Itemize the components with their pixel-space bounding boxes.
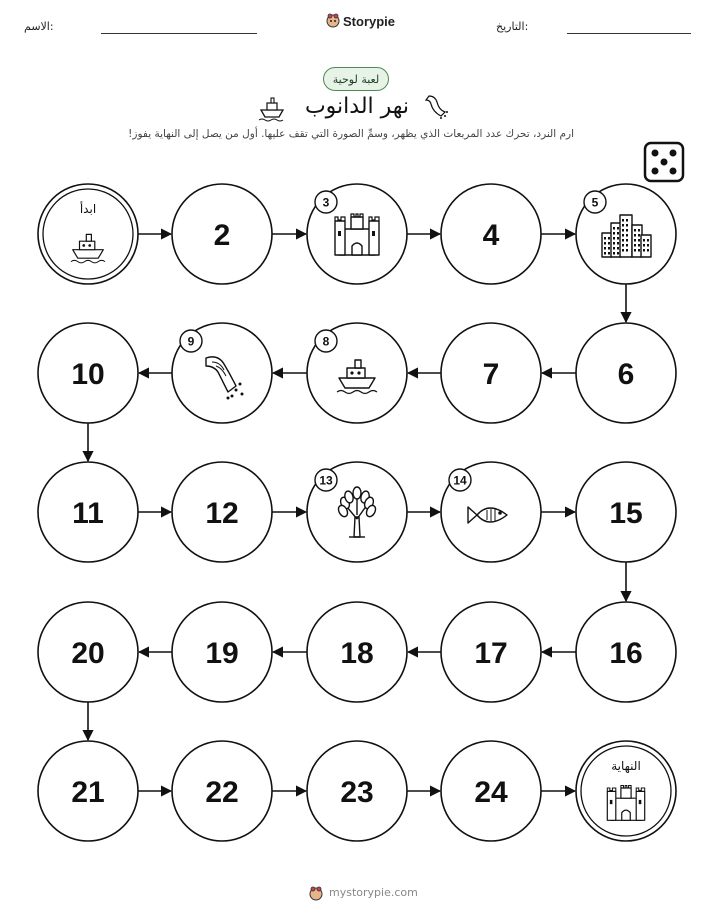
space-number: 15 [609, 497, 643, 530]
space-number-badge [584, 191, 606, 213]
instructions-text: ارم النرد، تحرك عدد المربعات الذي يظهر، وسمِّ الصورة التي تقف عليها. أول من يصل إلى النهاية يفوز! [128, 128, 574, 140]
space-number: 2 [213, 219, 231, 252]
board-space-18[interactable] [307, 602, 407, 702]
svg-text:8: 8 [322, 334, 330, 349]
page-title: نهر الدانوب [304, 94, 410, 119]
name-label: الاسم: [24, 20, 54, 33]
board-space-19[interactable] [172, 602, 272, 702]
castle-icon [607, 785, 644, 820]
brand-name: Storypie [343, 13, 396, 29]
space-number: 4 [482, 219, 500, 252]
board-space-12[interactable] [172, 462, 272, 562]
board-space-8[interactable] [307, 323, 407, 423]
svg-text:9: 9 [187, 334, 195, 349]
game-type-badge: لعبة لوحية [323, 67, 389, 91]
svg-text:3: 3 [322, 195, 330, 210]
space-number: 23 [340, 776, 374, 809]
footer-mascot-icon [310, 887, 322, 900]
board-space-23[interactable] [307, 741, 407, 841]
space-number: 12 [205, 497, 239, 530]
board-space-11[interactable] [38, 462, 138, 562]
space-number: 21 [71, 776, 105, 809]
board-space-9[interactable] [172, 323, 272, 423]
start-space[interactable] [38, 184, 138, 284]
space-number: 17 [474, 637, 508, 670]
svg-text:13: 13 [319, 473, 333, 488]
svg-text:5: 5 [591, 195, 599, 210]
space-number: 10 [71, 358, 105, 391]
space-number-badge [315, 469, 337, 491]
board-space-4[interactable] [441, 184, 541, 284]
board-space-20[interactable] [38, 602, 138, 702]
board-space-15[interactable] [576, 462, 676, 562]
date-label: التاريخ: [496, 20, 529, 33]
space-number: 16 [609, 637, 643, 670]
board-space-6[interactable] [576, 323, 676, 423]
finish-label: النهاية [611, 759, 641, 773]
space-number: 7 [482, 358, 500, 391]
board-space-10[interactable] [38, 323, 138, 423]
board-space-3[interactable] [307, 184, 407, 284]
space-number: 20 [71, 637, 105, 670]
board-space-5[interactable] [576, 184, 676, 284]
board-space-22[interactable] [172, 741, 272, 841]
space-number-badge [315, 191, 337, 213]
board-space-2[interactable] [172, 184, 272, 284]
space-number-badge [449, 469, 471, 491]
board-space-7[interactable] [441, 323, 541, 423]
title-waterfall-icon [426, 96, 448, 119]
board-space-16[interactable] [576, 602, 676, 702]
space-number: 19 [205, 637, 239, 670]
title-boat-icon [259, 98, 283, 121]
space-number: 11 [72, 497, 104, 530]
finish-space[interactable] [576, 741, 676, 841]
footer [329, 886, 418, 899]
footer-site: mystorypie.com [329, 886, 418, 899]
svg-text:14: 14 [453, 473, 467, 488]
space-number: 22 [205, 776, 239, 809]
dice-icon [645, 143, 683, 181]
space-number: 6 [617, 358, 635, 391]
board-cells [38, 184, 676, 841]
space-number: 24 [474, 776, 508, 809]
board-space-24[interactable] [441, 741, 541, 841]
board-space-21[interactable] [38, 741, 138, 841]
start-label: ابدأ [79, 202, 97, 216]
space-number: 18 [340, 637, 374, 670]
board-space-14[interactable] [441, 462, 541, 562]
space-number-badge [315, 330, 337, 352]
board-space-17[interactable] [441, 602, 541, 702]
space-number-badge [180, 330, 202, 352]
board-space-13[interactable] [307, 462, 407, 562]
